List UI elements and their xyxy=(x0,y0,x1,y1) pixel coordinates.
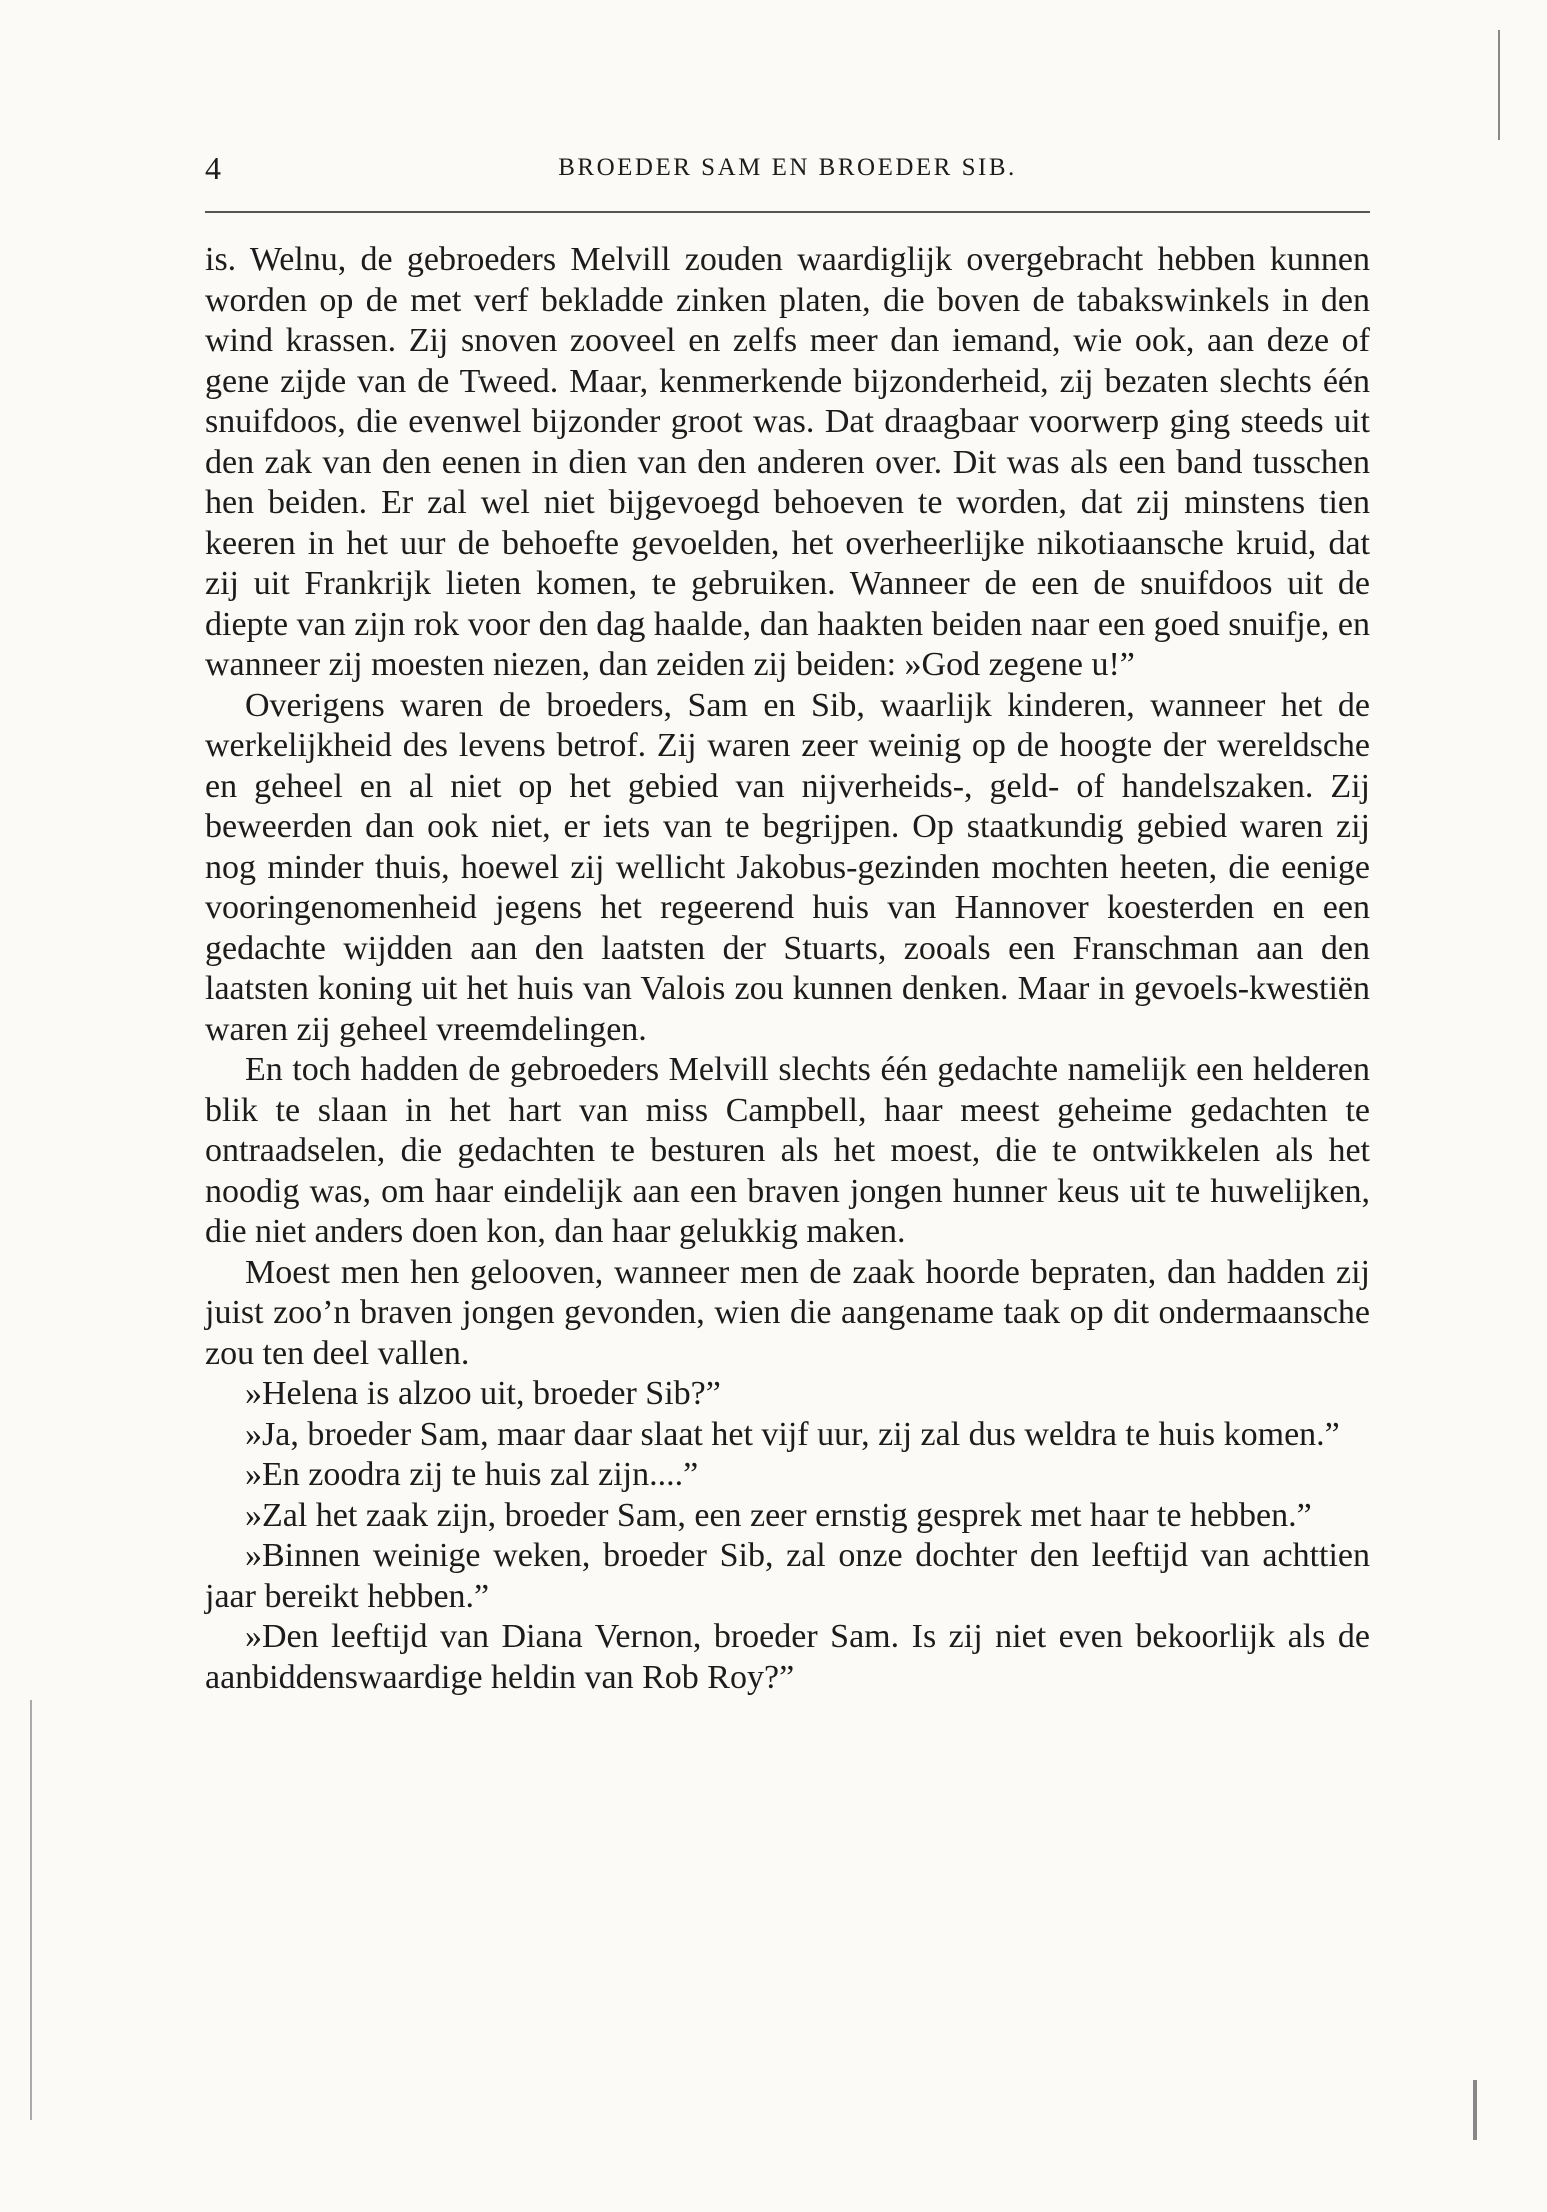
header-rule xyxy=(205,211,1370,213)
running-head: BROEDER SAM EN BROEDER SIB. xyxy=(558,154,1017,181)
dialogue-line: »En zoodra zij te huis zal zijn....” xyxy=(245,1456,699,1493)
page-header xyxy=(205,150,1370,190)
paragraph: En toch hadden de gebroeders Melvill slechts één gedachte namelijk een helderen blik te slaan in het hart van miss Campbell, haar meest geheime gedachten te ontraadselen, die gedachten te besturen als het moest, die te ontwikkelen als het noodig was, om haar eindelijk aan een braven jongen hunner keus uit te huwelijken, die niet anders doen kon, dan haar gelukkig maken. xyxy=(205,1051,1370,1250)
page-number: 4 xyxy=(205,150,222,186)
dialogue-line: »Binnen weinige weken, broeder Sib, zal onze dochter den leeftijd van achttien jaar bereikt hebben.” xyxy=(205,1537,1370,1615)
scan-edge-mark xyxy=(30,1700,32,2120)
dialogue-line: »Den leeftijd van Diana Vernon, broeder Sam. Is zij niet even bekoorlijk als de aanbiddenswaardige heldin van Rob Roy?” xyxy=(205,1618,1370,1696)
dialogue-line: »Zal het zaak zijn, broeder Sam, een zeer ernstig gesprek met haar te hebben.” xyxy=(245,1496,1312,1534)
body-text xyxy=(205,240,1370,1698)
paragraph: Overigens waren de broeders, Sam en Sib, waarlijk kinderen, wanneer het de werkelijkheid des levens betrof. Zij waren zeer weinig op de hoogte der wereldsche en geheel en al niet op het gebied van nijverheids-, geld- of handelszaken. Zij beweerden dan ook niet, er iets van te begrijpen. Op staatkundig gebied waren zij nog minder thuis, hoewel zij wellicht Jakobus-gezinden mochten heeten, die eenige vooringenomenheid jegens het regeerend huis van Hannover koesterden en een gedachte wijdden aan den laatsten der Stuarts, zooals een Franschman aan den laatsten koning uit het huis van Valois zou kunnen denken. Maar in gevoels-kwestiën waren zij geheel vreemdelingen. xyxy=(205,686,1370,1048)
scan-edge-mark xyxy=(1473,2080,1477,2140)
paragraph: is. Welnu, de gebroeders Melvill zouden waardiglijk overgebracht hebben kunnen worden op de met verf bekladde zinken platen, die boven de tabakswinkels in den wind krassen. Zij snoven zooveel en zelfs meer dan iemand, wie ook, aan deze of gene zijde van de Tweed. Maar, kenmerkende bijzonderheid, zij bezaten slechts één snuifdoos, die evenwel bijzonder groot was. Dat draagbaar voorwerp ging steeds uit den zak van den eenen in dien van den anderen over. Dit was als een band tusschen hen beiden. Er zal wel niet bijgevoegd behoeven te worden, dat zij minstens tien keeren in het uur de behoefte gevoelden, het overheerlijke nikotiaansche kruid, dat zij uit Frankrijk lieten komen, te gebruiken. Wanneer de een de snuifdoos uit de diepte van zijn rok voor den dag haalde, dan haakten beiden naar een goed snuifje, en wanneer zij moesten niezen, dan zeiden zij beiden: »God zegene u!” xyxy=(205,241,1370,683)
dialogue-line: »Helena is alzoo uit, broeder Sib?” xyxy=(245,1375,721,1412)
dialogue-line: »Ja, broeder Sam, maar daar slaat het vijf uur, zij zal dus weldra te huis komen.” xyxy=(245,1415,1340,1453)
scan-edge-mark xyxy=(1498,30,1500,140)
paragraph: Moest men hen gelooven, wanneer men de zaak hoorde bepraten, dan hadden zij juist zoo’n braven jongen gevonden, wien die aangename taak op dit ondermaansche zou ten deel vallen. xyxy=(205,1253,1370,1372)
